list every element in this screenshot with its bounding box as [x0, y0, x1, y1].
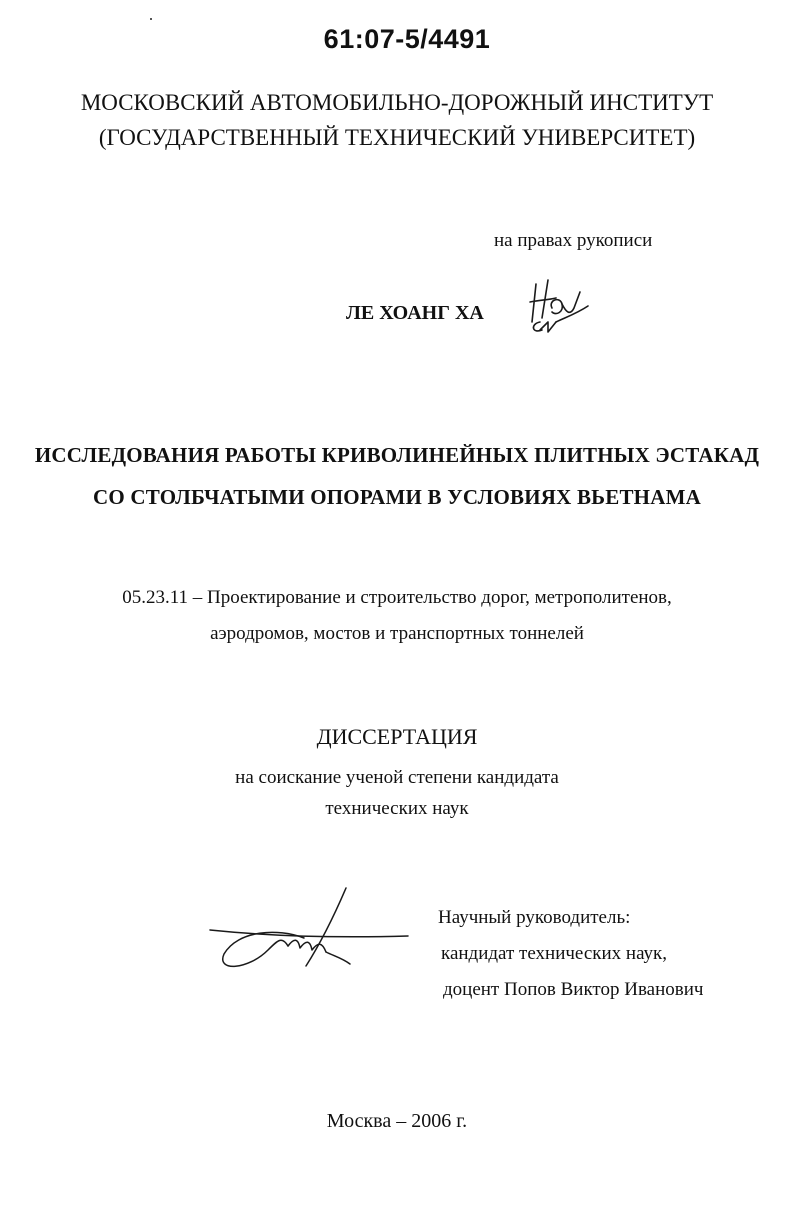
title-line-1: ИССЛЕДОВАНИЯ РАБОТЫ КРИВОЛИНЕЙНЫХ ПЛИТНЫХ ЭСТАКАД — [34, 443, 760, 467]
degree-sought — [0, 762, 794, 824]
institute-line-2: (ГОСУДАРСТВЕННЫЙ ТЕХНИЧЕСКИЙ УНИВЕРСИТЕТ) — [98, 125, 696, 150]
supervisor-block — [438, 900, 703, 1008]
rights-note: на правах рукописи — [494, 230, 653, 251]
author-name: ЛЕ ХОАНГ ХА — [346, 302, 484, 324]
specialty — [0, 580, 794, 652]
city-year: Москва – 2006 г. — [326, 1110, 468, 1132]
document-type: ДИССЕРТАЦИЯ — [316, 724, 478, 749]
specialty-line-1: 05.23.11 – Проектирование и строительство дорог, метрополитенов, — [122, 587, 672, 608]
author-signature — [522, 278, 592, 344]
degree-line-2: технических наук — [325, 798, 469, 819]
degree-line-1: на соискание ученой степени кандидата — [235, 767, 559, 788]
title-line-2: СО СТОЛБЧАТЫМИ ОПОРАМИ В УСЛОВИЯХ ВЬЕТНАМА — [93, 485, 701, 509]
supervisor-role: Научный руководитель: — [438, 907, 631, 928]
supervisor-name: доцент Попов Виктор Иванович — [443, 979, 704, 1000]
catalog-number: 61:07-5/4491 — [323, 24, 491, 54]
supervisor-degree: кандидат технических наук, — [441, 943, 668, 964]
supervisor-signature — [208, 880, 412, 980]
scan-speck — [150, 18, 152, 20]
institute-line-1: МОСКОВСКИЙ АВТОМОБИЛЬНО-ДОРОЖНЫЙ ИНСТИТУТ — [80, 90, 714, 115]
dissertation-title — [0, 436, 794, 516]
specialty-line-2: аэродромов, мостов и транспортных тоннелей — [210, 623, 584, 644]
institute-name — [0, 88, 794, 153]
